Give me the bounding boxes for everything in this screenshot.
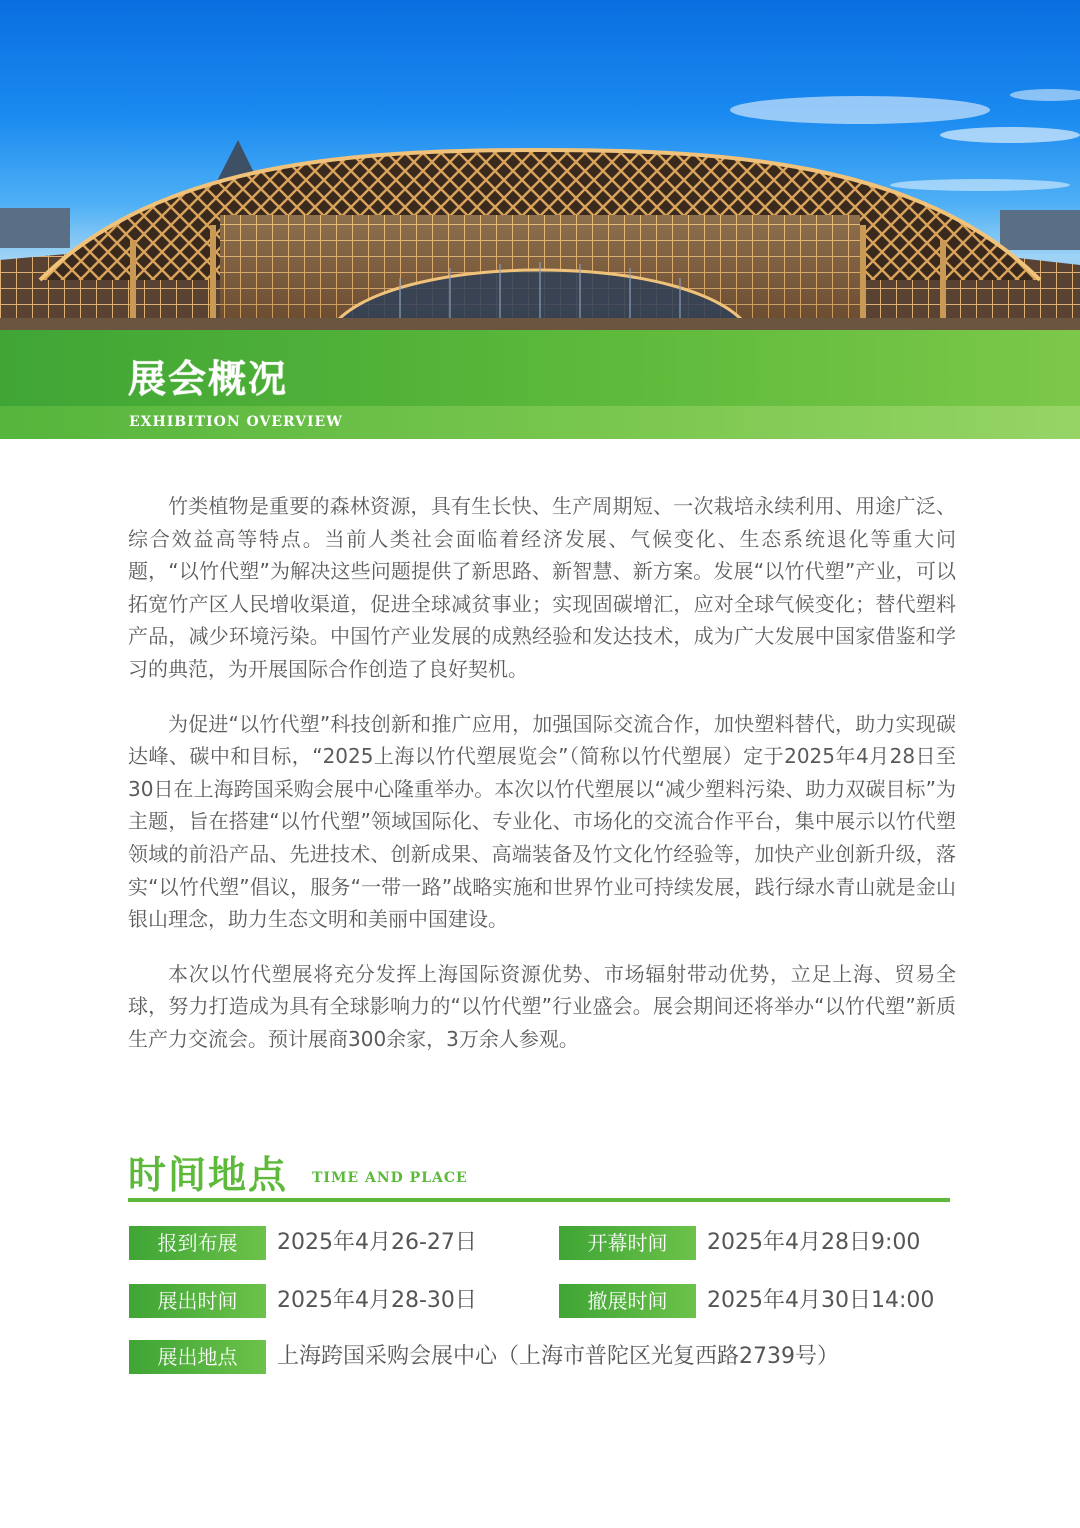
info-row-setup: [129, 1226, 529, 1260]
teardown-value: 2025年4月30日14:00: [707, 1288, 935, 1313]
time-place-subtitle: TIME AND PLACE: [312, 1170, 468, 1186]
venue-label: 展出地点: [129, 1340, 266, 1374]
opening-label: 开幕时间: [559, 1226, 696, 1260]
overview-paragraph-3: 本次以竹代塑展将充分发挥上海国际资源优势、市场辐射带动优势，立足上海、贸易全球，努力打造成为具有全球影响力的“以竹代塑”行业盛会。展会期间还将举办“以竹代塑”新质生产力交流会。预计展商300余家，3万余人参观。: [128, 961, 956, 1051]
info-row-venue: [129, 1340, 949, 1374]
setup-label: 报到布展: [129, 1226, 266, 1260]
time-place-header: [128, 1140, 950, 1202]
exhibit-label: 展出时间: [129, 1284, 266, 1318]
hero-banner: [0, 0, 1080, 330]
section-subtitle-overview: EXHIBITION OVERVIEW: [129, 414, 343, 430]
info-row-teardown: [559, 1284, 959, 1318]
pavilion-illustration: [0, 0, 1080, 330]
info-row-exhibit: [129, 1284, 529, 1318]
exhibit-value: 2025年4月28-30日: [277, 1288, 477, 1313]
info-row-opening: [559, 1226, 959, 1260]
overview-paragraph-1: 竹类植物是重要的森林资源，具有生长快、生产周期短、一次栽培永续利用、用途广泛、综合效益高等特点。当前人类社会面临着经济发展、气候变化、生态系统退化等重大问题，“以竹代塑”为解决这些问题提供了新思路、新智慧、新方案。发展“以竹代塑”产业，可以拓宽竹产区人民增收渠道，促进全球减贫事业；实现固碳增汇，应对全球气候变化；替代塑料产品，减少环境污染。中国竹产业发展的成熟经验和发达技术，成为广大发展中国家借鉴和学习的典范，为开展国际合作创造了良好契机。: [128, 494, 956, 681]
venue-value: 上海跨国采购会展中心（上海市普陀区光复西路2739号）: [277, 1344, 839, 1369]
overview-paragraph-2: 为促进“以竹代塑”科技创新和推广应用，加强国际交流合作，加快塑料替代，助力实现碳达峰、碳中和目标，“2025上海以竹代塑展览会”（简称以竹代塑展）定于2025年4月28日至30日在上海跨国采购会展中心隆重举办。本次以竹代塑展以“减少塑料污染、助力双碳目标”为主题，旨在搭建“以竹代塑”领域国际化、专业化、市场化的交流合作平台，集中展示以竹代塑领域的前沿产品、先进技术、创新成果、高端装备及竹文化竹经验等，加快产业创新升级，落实“以竹代塑”倡议，服务“一带一路”战略实施和世界竹业可持续发展，践行绿水青山就是金山银山理念，助力生态文明和美丽中国建设。: [128, 711, 956, 932]
teardown-label: 撤展时间: [559, 1284, 696, 1318]
section-title-overview: 展会概况: [128, 357, 289, 401]
opening-value: 2025年4月28日9:00: [707, 1230, 921, 1255]
section-band-overview: [0, 330, 1080, 439]
overview-content: [128, 490, 956, 1078]
time-place-title: 时间地点: [128, 1153, 289, 1197]
setup-value: 2025年4月26-27日: [277, 1230, 477, 1255]
